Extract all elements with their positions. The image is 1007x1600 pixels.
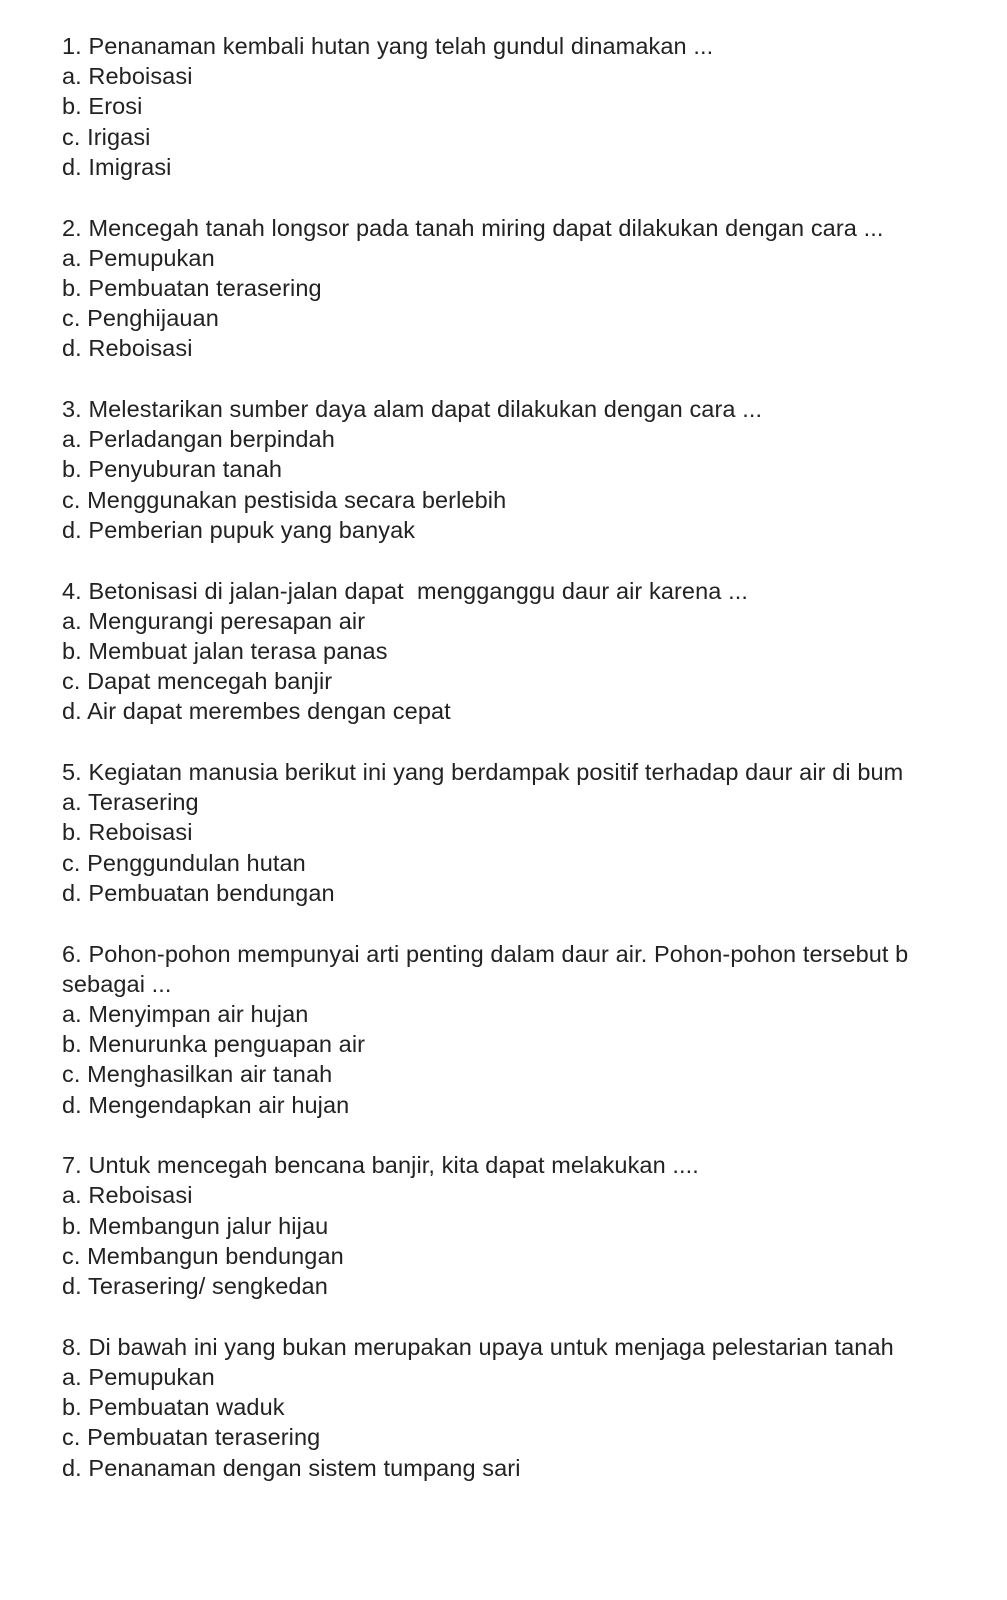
option-c: c. Irigasi: [62, 123, 151, 150]
option-b: b. Erosi: [62, 93, 143, 120]
option-d: d. Reboisasi: [62, 335, 193, 362]
option-b: b. Membangun jalur hijau: [62, 1212, 329, 1239]
option-c: c. Dapat mencegah banjir: [62, 668, 333, 695]
question-text: [62, 1150, 1007, 1180]
option-a: a. Mengurangi peresapan air: [62, 607, 366, 634]
option-d: d. Penanaman dengan sistem tumpang sari: [62, 1454, 521, 1481]
question-8: [62, 1332, 1007, 1483]
question-body: Kegiatan manusia berikut ini yang berdampak positif terhadap daur air di bum: [88, 759, 904, 786]
option-a: a. Reboisasi: [62, 63, 193, 90]
question-body: Untuk mencegah bencana banjir, kita dapat melakukan ....: [88, 1152, 699, 1179]
question-text-line-1: [62, 939, 1007, 969]
option-b: b. Membuat jalan terasa panas: [62, 637, 388, 664]
question-body: Di bawah ini yang bukan merupakan upaya untuk menjaga pelestarian tanah: [88, 1333, 894, 1360]
question-2: [62, 213, 1007, 364]
question-body: Mencegah tanah longsor pada tanah miring dapat dilakukan dengan cara ...: [88, 214, 884, 241]
option-a: a. Pemupukan: [62, 1364, 215, 1390]
question-text: [62, 394, 1007, 424]
question-number: 1.: [62, 33, 82, 59]
option-b: b. Menurunka penguapan air: [62, 1031, 366, 1058]
option-d: d. Terasering/ sengkedan: [62, 1273, 328, 1300]
option-d: d. Air dapat merembes dengan cepat: [62, 698, 451, 725]
question-5: [62, 757, 1007, 908]
option-c: c. Membangun bendungan: [62, 1242, 344, 1269]
question-body: Melestarikan sumber daya alam dapat dilakukan dengan cara ...: [88, 396, 763, 423]
question-body: Penanaman kembali hutan yang telah gundul dinamakan ...: [88, 33, 714, 59]
question-text-line-2: sebagai ...: [62, 970, 172, 997]
question-number: 6.: [62, 940, 82, 967]
option-a: a. Perladangan berpindah: [62, 426, 335, 453]
option-c: c. Menggunakan pestisida secara berlebih: [62, 486, 507, 513]
option-b: b. Reboisasi: [62, 819, 193, 846]
question-6: [62, 939, 1007, 1120]
option-d: d. Imigrasi: [62, 153, 172, 180]
option-a: a. Menyimpan air hujan: [62, 1000, 309, 1027]
question-number: 3.: [62, 396, 82, 423]
option-b: b. Pembuatan terasering: [62, 274, 322, 301]
quiz-document: [62, 31, 1007, 1513]
question-body: Pohon-pohon mempunyai arti penting dalam daur air. Pohon-pohon tersebut b: [88, 940, 909, 967]
option-d: d. Pemberian pupuk yang banyak: [62, 516, 416, 543]
question-body: Betonisasi di jalan-jalan dapat mengganggu daur air karena ...: [88, 577, 748, 604]
question-text: [62, 576, 1007, 606]
option-c: c. Menghasilkan air tanah: [62, 1061, 333, 1088]
option-d: d. Mengendapkan air hujan: [62, 1091, 350, 1118]
question-text: [62, 1332, 1007, 1362]
question-7: [62, 1150, 1007, 1301]
question-number: 2.: [62, 214, 82, 241]
option-d: d. Pembuatan bendungan: [62, 879, 335, 906]
option-b: b. Pembuatan waduk: [62, 1394, 285, 1421]
question-4: [62, 576, 1007, 727]
question-3: [62, 394, 1007, 545]
question-text: [62, 213, 1007, 243]
question-1: [62, 31, 1007, 182]
question-number: 7.: [62, 1152, 82, 1179]
question-text: [62, 31, 1007, 61]
option-c: c. Penghijauan: [62, 305, 219, 332]
question-text: [62, 939, 1007, 999]
option-c: c. Penggundulan hutan: [62, 849, 306, 876]
option-c: c. Pembuatan terasering: [62, 1424, 321, 1451]
option-a: a. Pemupukan: [62, 244, 215, 271]
question-number: 5.: [62, 759, 82, 786]
option-a: a. Terasering: [62, 789, 199, 816]
option-b: b. Penyuburan tanah: [62, 456, 283, 483]
question-text: [62, 757, 1007, 787]
option-a: a. Reboisasi: [62, 1182, 193, 1209]
question-number: 4.: [62, 577, 82, 604]
question-number: 8.: [62, 1333, 82, 1360]
